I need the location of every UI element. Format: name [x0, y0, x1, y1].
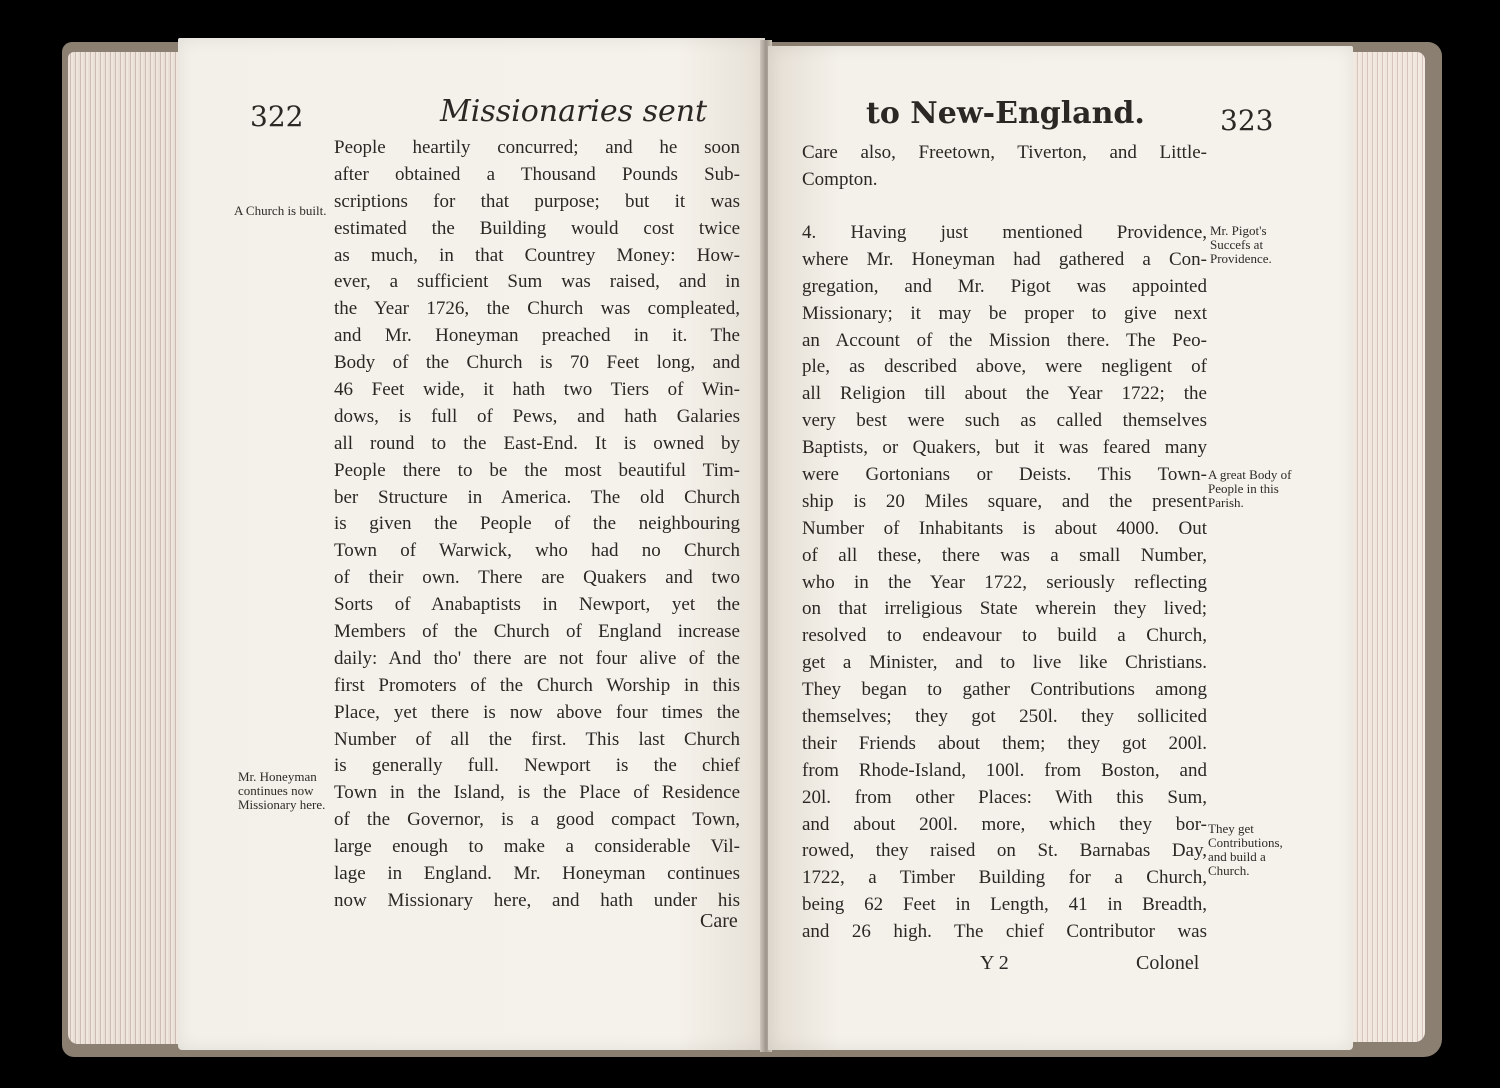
text-line: daily: And tho' there are not four alive of the [334, 647, 740, 669]
text-line: ship is 20 Miles square, and the present [802, 490, 1207, 512]
left-running-head: Missionaries sent [440, 94, 708, 129]
text-line: on that irreligious State wherein they lived; [802, 598, 1207, 620]
text-line: People heartily concurred; and he soon [334, 137, 740, 158]
text-line: gregation, and Mr. Pigot was appointed [802, 275, 1207, 297]
text-line: Baptists, or Quakers, but it was feared many [802, 437, 1207, 459]
text-line: Compton. [802, 168, 878, 190]
text-line: where Mr. Honeyman had gathered a Con- [802, 248, 1207, 270]
text-line: an Account of the Mission there. The Peo- [802, 329, 1207, 351]
text-line: themselves; they got 250l. they sollicited [802, 706, 1207, 728]
text-line: lage in England. Mr. Honeyman continues [334, 863, 740, 885]
left-page-edges [68, 52, 186, 1044]
text-line: Number of all the first. This last Church [334, 728, 740, 750]
text-line: as much, in that Countrey Money: How- [334, 244, 740, 266]
right-page [768, 46, 1353, 1050]
text-line: now Missionary here, and hath under his [334, 889, 740, 911]
right-page-edges [1345, 52, 1425, 1042]
text-line: 4. Having just mentioned Providence, [802, 222, 1207, 243]
margin-note-pigot-success: Mr. Pigot's Succefs at Providence. [1210, 223, 1272, 266]
text-line: get a Minister, and to live like Christians. [802, 652, 1207, 674]
text-line: of their own. There are Quakers and two [334, 567, 740, 589]
text-line: all Religion till about the Year 1722; the [802, 383, 1207, 405]
left-catchword: Care [700, 910, 738, 932]
text-line: who in the Year 1722, seriously reflecting [802, 571, 1207, 593]
right-top-text [802, 140, 1207, 194]
text-line: is given the People of the neighbouring [334, 513, 740, 535]
text-line: being 62 Feet in Length, 41 in Breadth, [802, 894, 1207, 916]
text-line: large enough to make a considerable Vil- [334, 836, 740, 858]
text-line: all round to the East-End. It is owned by [334, 432, 740, 454]
text-line: Sorts of Anabaptists in Newport, yet the [334, 594, 740, 616]
margin-note-church-built: A Church is built. [234, 203, 327, 218]
left-page-number: 322 [250, 100, 304, 133]
right-catchword: Colonel [1136, 952, 1200, 974]
text-line: Place, yet there is now above four times the [334, 701, 740, 723]
text-line: resolved to endeavour to build a Church, [802, 625, 1207, 647]
text-line: ber Structure in America. The old Church [334, 486, 740, 508]
text-line: very best were such as called themselves [802, 410, 1207, 432]
text-line: from Rhode-Island, 100l. from Boston, and [802, 759, 1207, 781]
text-line: first Promoters of the Church Worship in this [334, 674, 740, 696]
text-line: is generally full. Newport is the chief [334, 755, 740, 777]
text-line: were Gortonians or Deists. This Town- [802, 464, 1207, 486]
right-page-number: 323 [1220, 104, 1274, 137]
margin-note-contributions: They get Contributions, and build a Church. [1208, 821, 1283, 878]
right-body-text [802, 220, 1207, 946]
text-line: Body of the Church is 70 Feet long, and [334, 352, 740, 374]
text-line: 20l. from other Places: With this Sum, [802, 786, 1207, 808]
text-line: and about 200l. more, which they bor- [802, 813, 1207, 835]
text-line: Care also, Freetown, Tiverton, and Little- [802, 142, 1207, 163]
text-line: 46 Feet wide, it hath two Tiers of Win- [334, 379, 740, 401]
text-line: their Friends about them; they got 200l. [802, 732, 1207, 754]
text-line: Members of the Church of England increase [334, 621, 740, 643]
text-line: of all these, there was a small Number, [802, 544, 1207, 566]
text-line: and Mr. Honeyman preached in it. The [334, 325, 740, 347]
text-line: rowed, they raised on St. Barnabas Day, [802, 840, 1207, 862]
text-line: the Year 1726, the Church was compleated, [334, 298, 740, 320]
text-line: ever, a sufficient Sum was raised, and in [334, 271, 740, 293]
margin-note-honeyman: Mr. Honeyman continues now Missionary here. [238, 769, 326, 812]
text-line: They began to gather Contributions among [802, 679, 1207, 701]
text-line: after obtained a Thousand Pounds Sub- [334, 163, 740, 185]
margin-note-great-body: A great Body of People in this Parish. [1208, 467, 1292, 510]
left-body-text [334, 135, 740, 915]
text-line: Number of Inhabitants is about 4000. Out [802, 517, 1207, 539]
text-line: ple, as described above, were negligent of [802, 356, 1207, 378]
text-line: estimated the Building would cost twice [334, 217, 740, 239]
text-line: Town of Warwick, who had no Church [334, 540, 740, 562]
text-line: of the Governor, is a good compact Town, [334, 809, 740, 831]
text-line: People there to be the most beautiful Tim- [334, 459, 740, 481]
text-line: Town in the Island, is the Place of Residence [334, 782, 740, 804]
signature-mark: Y 2 [980, 952, 1009, 974]
text-line: and 26 high. The chief Contributor was [802, 921, 1207, 943]
right-running-head: to New-England. [866, 96, 1145, 131]
text-line: 1722, a Timber Building for a Church, [802, 867, 1207, 889]
text-line: dows, is full of Pews, and hath Galaries [334, 405, 740, 427]
left-page [178, 38, 765, 1050]
text-line: Missionary; it may be proper to give next [802, 302, 1207, 324]
text-line: scriptions for that purpose; but it was [334, 190, 740, 212]
